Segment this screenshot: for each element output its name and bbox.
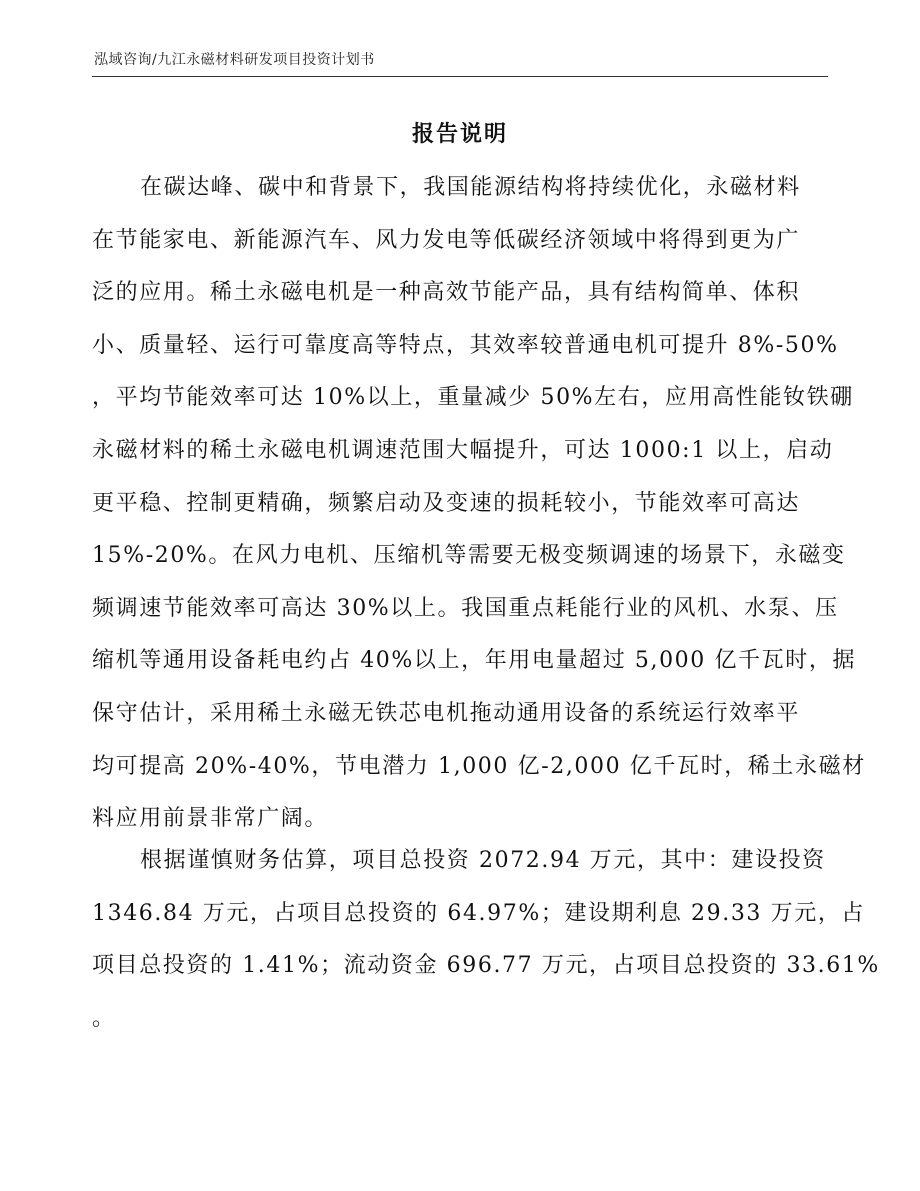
paragraph-background: [92, 162, 866, 846]
paragraph-line: 在节能家电、新能源汽车、风力发电等低碳经济领域中将得到更为广: [92, 227, 801, 253]
paragraph-line: 项目总投资的 1.41%；流动资金 696.77 万元，占项目总投资的 33.61%: [92, 953, 880, 979]
running-header: 泓域咨询/九江永磁材料研发项目投资计划书: [94, 52, 375, 68]
paragraph-line: ，平均节能效率可达 10%以上，重量减少 50%左右，应用高性能钕铁硼: [92, 385, 854, 411]
paragraph-line: 。: [92, 1005, 116, 1031]
paragraph-line: 频调速节能效率可高达 30%以上。我国重点耗能行业的风机、水泵、压: [92, 595, 839, 621]
paragraph-line: 保守估计，采用稀土永磁无铁芯电机拖动通用设备的系统运行效率平: [92, 700, 801, 726]
paragraph-line: 均可提高 20%-40%，节电潜力 1,000 亿-2,000 亿千瓦时，稀土永磁材: [92, 753, 866, 779]
section-title: 报告说明: [411, 121, 508, 147]
paragraph-line: 15%-20%。在风力电机、压缩机等需要无极变频调速的场景下，永磁变: [92, 543, 846, 569]
header-divider: [92, 76, 828, 77]
paragraph-investment: [92, 835, 880, 1045]
paragraph-line: 料应用前景非常广阔。: [92, 806, 329, 832]
paragraph-line: 1346.84 万元，占项目总投资的 64.97%；建设期利息 29.33 万元，占: [92, 900, 866, 926]
paragraph-line: 泛的应用。稀土永磁电机是一种高效节能产品，具有结构简单、体积: [92, 280, 801, 306]
paragraph-line: 根据谨慎财务估算，项目总投资 2072.94 万元，其中：建设投资: [140, 848, 826, 873]
paragraph-line: 小、质量轻、运行可靠度高等特点，其效率较普通电机可提升 8%-50%: [92, 332, 839, 358]
paragraph-line: 缩机等通用设备耗电约占 40%以上，年用电量超过 5,000 亿千瓦时，据: [92, 648, 857, 674]
paragraph-line: 在碳达峰、碳中和背景下，我国能源结构将持续优化，永磁材料: [140, 175, 801, 200]
paragraph-line: 永磁材料的稀土永磁电机调速范围大幅提升，可达 1000:1 以上，启动: [92, 437, 834, 463]
paragraph-line: 更平稳、控制更精确，频繁启动及变速的损耗较小，节能效率可高达: [92, 490, 801, 516]
